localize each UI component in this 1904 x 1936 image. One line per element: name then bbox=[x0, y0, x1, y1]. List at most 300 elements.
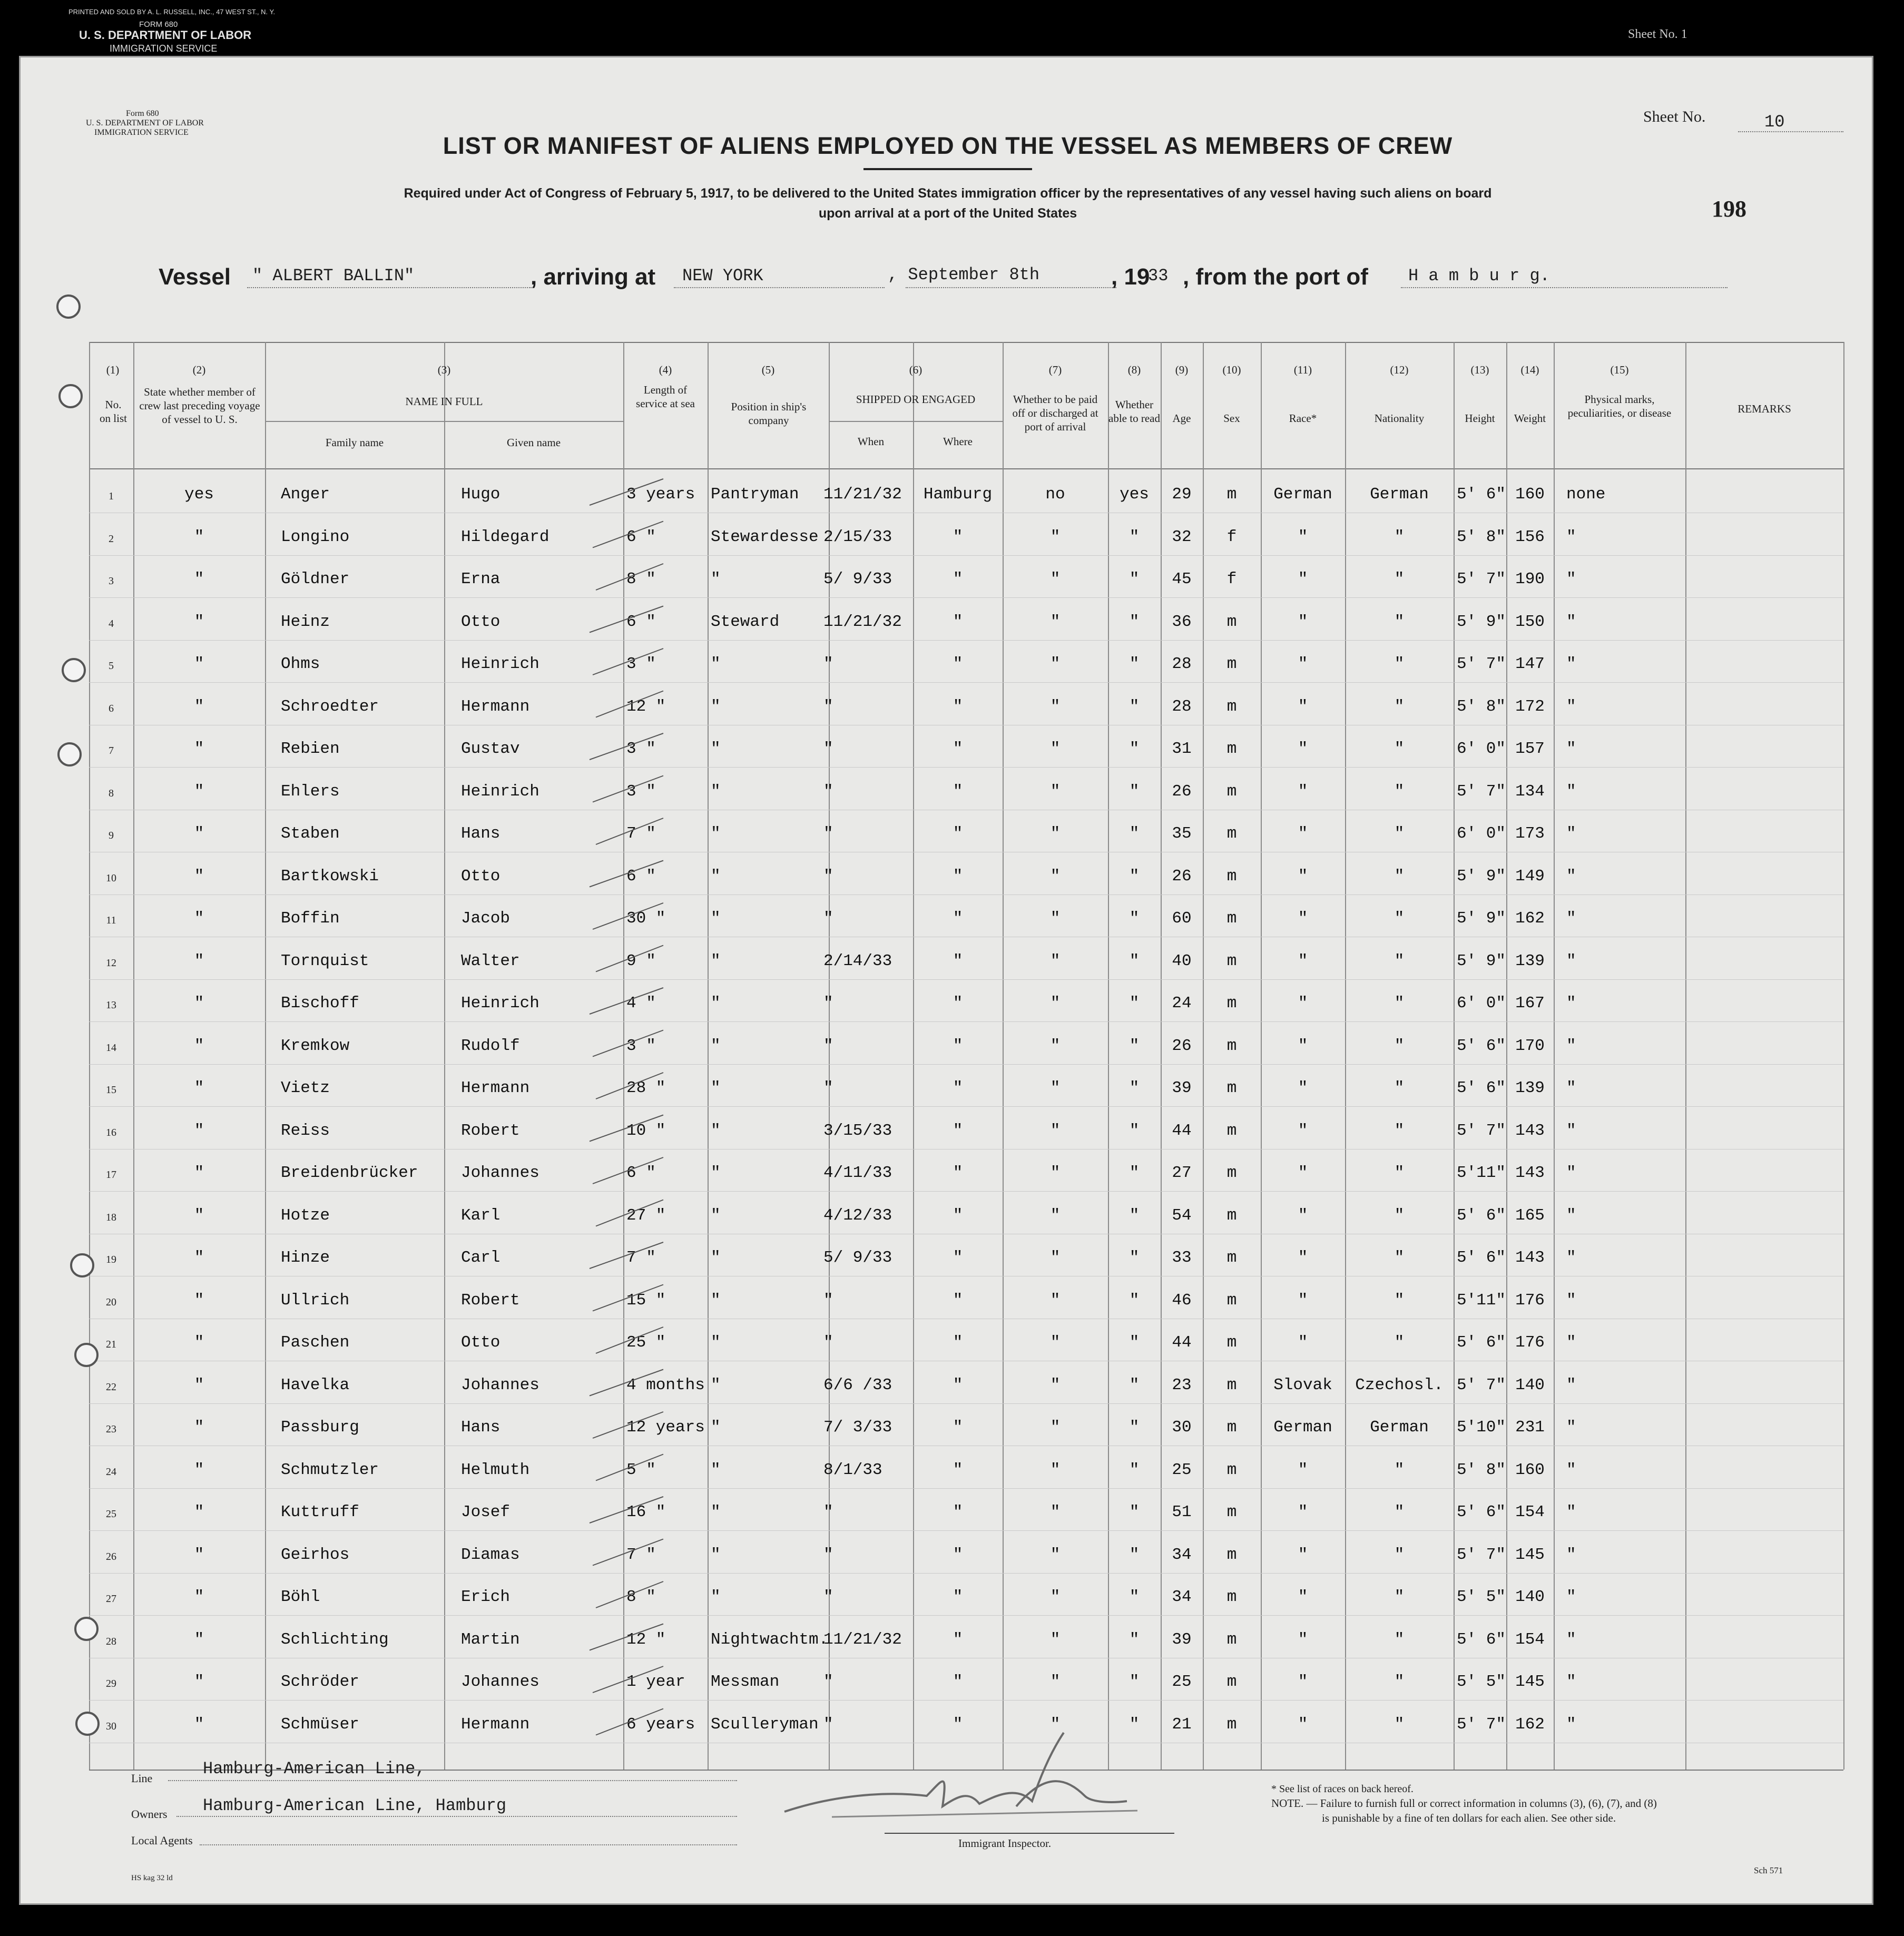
cell-nat: " bbox=[1394, 1630, 1405, 1649]
cell-height: 5' 6" bbox=[1457, 1503, 1506, 1521]
row-rule bbox=[89, 767, 1843, 768]
cell-read: " bbox=[1129, 867, 1140, 886]
cell-where: " bbox=[953, 1121, 963, 1140]
row-number: 19 bbox=[106, 1254, 116, 1265]
cell-sex: m bbox=[1226, 1291, 1237, 1310]
col2-header: State whether member of crew last preceding voyage of vessel to U. S. bbox=[139, 386, 260, 426]
cell-prev: " bbox=[194, 1673, 204, 1691]
cell-read: " bbox=[1129, 1673, 1140, 1691]
cell-height: 5'11" bbox=[1457, 1291, 1506, 1310]
cell-paid: " bbox=[1050, 1588, 1061, 1606]
cell-prev: " bbox=[194, 1588, 204, 1606]
cell-age: 30 bbox=[1172, 1418, 1192, 1437]
cell-position: " bbox=[711, 1206, 721, 1225]
row-number: 26 bbox=[106, 1550, 116, 1562]
cell-sex: m bbox=[1226, 782, 1237, 801]
row-rule bbox=[89, 1106, 1843, 1107]
cell-sex: m bbox=[1226, 1164, 1237, 1182]
cell-marks: " bbox=[1566, 1291, 1576, 1310]
cell-service: 7 " bbox=[626, 1249, 656, 1267]
cell-when: " bbox=[823, 909, 833, 928]
cell-prev: " bbox=[194, 1418, 204, 1437]
cell-prev: " bbox=[194, 824, 204, 843]
punch-hole bbox=[75, 1712, 100, 1736]
cell-read: " bbox=[1129, 824, 1140, 843]
cell-paid: " bbox=[1050, 1036, 1061, 1055]
cell-height: 6' 0" bbox=[1457, 994, 1506, 1013]
cell-given: Hugo bbox=[461, 485, 500, 504]
cell-family: Vietz bbox=[281, 1079, 330, 1097]
cell-prev: " bbox=[194, 1333, 204, 1352]
cell-given: Otto bbox=[461, 1333, 500, 1352]
cell-given: Rudolf bbox=[461, 1036, 520, 1055]
fine-note-2: is punishable by a fine of ten dollars for each alien. See other side. bbox=[1322, 1812, 1616, 1824]
col13-header: Height bbox=[1465, 412, 1495, 425]
cell-height: 5' 7" bbox=[1457, 1545, 1506, 1564]
cell-position: " bbox=[711, 570, 721, 588]
cell-age: 26 bbox=[1172, 782, 1192, 801]
cell-nat: " bbox=[1394, 570, 1405, 588]
cell-service: 8 " bbox=[626, 570, 656, 588]
cell-family: Hotze bbox=[281, 1206, 330, 1225]
row-rule bbox=[89, 1488, 1843, 1489]
cell-weight: 143 bbox=[1515, 1121, 1545, 1140]
col9-number: (9) bbox=[1175, 363, 1189, 376]
bottom-left-code: HS kag 32 ld bbox=[131, 1874, 173, 1882]
cell-given: Josef bbox=[461, 1503, 511, 1521]
cell-position: " bbox=[711, 1291, 721, 1310]
cell-family: Boffin bbox=[281, 909, 340, 928]
cell-marks: " bbox=[1566, 782, 1576, 801]
from-port: H a m b u r g. bbox=[1408, 266, 1550, 286]
cell-service: 28 " bbox=[626, 1079, 666, 1097]
cell-sex: m bbox=[1226, 1333, 1237, 1352]
cell-nat: " bbox=[1394, 1588, 1405, 1606]
col4-header: Length of service at sea bbox=[636, 384, 695, 410]
row-number: 9 bbox=[109, 830, 114, 841]
cell-marks: " bbox=[1566, 740, 1576, 758]
cell-race: " bbox=[1298, 1460, 1308, 1479]
cell-paid: no bbox=[1045, 485, 1065, 504]
col12-header: Nationality bbox=[1374, 412, 1425, 425]
cell-paid: " bbox=[1050, 824, 1061, 843]
cell-paid: " bbox=[1050, 1206, 1061, 1225]
row-number: 29 bbox=[106, 1678, 116, 1689]
cell-age: 32 bbox=[1172, 527, 1192, 546]
cell-family: Geirhos bbox=[281, 1545, 350, 1564]
cell-service: 6 " bbox=[626, 527, 656, 546]
punch-hole bbox=[74, 1617, 99, 1641]
cell-weight: 149 bbox=[1515, 867, 1545, 886]
cell-race: " bbox=[1298, 1673, 1308, 1691]
owners-label: Owners bbox=[131, 1807, 168, 1821]
cell-prev: " bbox=[194, 740, 204, 758]
col14-header: Weight bbox=[1514, 412, 1546, 425]
cell-when: 3/15/33 bbox=[823, 1121, 892, 1140]
form-dept: U. S. DEPARTMENT OF LABOR bbox=[86, 119, 204, 127]
cell-height: 5' 7" bbox=[1457, 570, 1506, 588]
vessel-name: " ALBERT BALLIN" bbox=[252, 266, 415, 286]
cell-given: Walter bbox=[461, 951, 520, 970]
arrival-port: NEW YORK bbox=[682, 266, 763, 286]
col3-header: NAME IN FULL bbox=[405, 395, 483, 408]
signature-line bbox=[885, 1833, 1174, 1834]
cell-nat: " bbox=[1394, 1460, 1405, 1479]
cell-family: Longino bbox=[281, 527, 350, 546]
cell-age: 26 bbox=[1172, 1036, 1192, 1055]
cell-service: 6 " bbox=[626, 867, 656, 886]
races-note: * See list of races on back hereof. bbox=[1271, 1783, 1414, 1795]
cell-sex: m bbox=[1226, 1588, 1237, 1606]
cell-where: " bbox=[953, 994, 963, 1013]
cell-prev: " bbox=[194, 1375, 204, 1394]
row-number: 18 bbox=[106, 1211, 116, 1223]
col13-number: (13) bbox=[1470, 363, 1489, 376]
cell-family: Rebien bbox=[281, 740, 340, 758]
cell-when: " bbox=[823, 824, 833, 843]
col5-header: Position in ship's company bbox=[731, 400, 807, 427]
cell-service: 5 " bbox=[626, 1460, 656, 1479]
cell-race: " bbox=[1298, 951, 1308, 970]
cell-where: " bbox=[953, 782, 963, 801]
column-rule bbox=[89, 342, 90, 1770]
cell-prev: " bbox=[194, 612, 204, 631]
cell-nat: " bbox=[1394, 527, 1405, 546]
cell-marks: " bbox=[1566, 994, 1576, 1013]
fine-note-1: NOTE. — Failure to furnish full or correct information in columns (3), (6), (7), and (8) bbox=[1271, 1797, 1657, 1810]
cell-weight: 170 bbox=[1515, 1036, 1545, 1055]
cell-paid: " bbox=[1050, 697, 1061, 716]
cell-age: 34 bbox=[1172, 1588, 1192, 1606]
form-service: IMMIGRATION SERVICE bbox=[94, 128, 189, 137]
cell-weight: 140 bbox=[1515, 1588, 1545, 1606]
cell-given: Otto bbox=[461, 612, 500, 631]
cell-weight: 176 bbox=[1515, 1333, 1545, 1352]
cell-nat: " bbox=[1394, 909, 1405, 928]
cell-paid: " bbox=[1050, 1375, 1061, 1394]
cell-when: 2/14/33 bbox=[823, 951, 892, 970]
arriving-label: , arriving at bbox=[531, 264, 656, 290]
cell-nat: " bbox=[1394, 867, 1405, 886]
cell-given: Martin bbox=[461, 1630, 520, 1649]
printer-service: IMMIGRATION SERVICE bbox=[110, 43, 218, 54]
cell-age: 36 bbox=[1172, 612, 1192, 631]
punch-hole bbox=[70, 1253, 94, 1277]
cell-when: 7/ 3/33 bbox=[823, 1418, 892, 1437]
cell-family: Bischoff bbox=[281, 994, 359, 1013]
cell-sex: m bbox=[1226, 1249, 1237, 1267]
cell-prev: " bbox=[194, 527, 204, 546]
cell-sex: m bbox=[1226, 951, 1237, 970]
cell-nat: " bbox=[1394, 612, 1405, 631]
manifest-sheet bbox=[19, 56, 1873, 1905]
cell-marks: " bbox=[1566, 1121, 1576, 1140]
row-number: 14 bbox=[106, 1041, 116, 1054]
cell-marks: " bbox=[1566, 824, 1576, 843]
cell-position: " bbox=[711, 697, 721, 716]
cell-paid: " bbox=[1050, 570, 1061, 588]
row-rule bbox=[89, 1573, 1843, 1574]
cell-sex: m bbox=[1226, 1121, 1237, 1140]
cell-nat: German bbox=[1370, 1418, 1429, 1437]
cell-given: Helmuth bbox=[461, 1460, 530, 1479]
cell-weight: 145 bbox=[1515, 1673, 1545, 1691]
cell-weight: 231 bbox=[1515, 1418, 1545, 1437]
row-rule bbox=[89, 555, 1843, 556]
cell-given: Johannes bbox=[461, 1164, 539, 1182]
cell-read: " bbox=[1129, 1079, 1140, 1097]
cell-nat: " bbox=[1394, 782, 1405, 801]
cell-family: Passburg bbox=[281, 1418, 359, 1437]
cell-weight: 157 bbox=[1515, 740, 1545, 758]
cell-position: " bbox=[711, 655, 721, 673]
col1-number: (1) bbox=[106, 363, 120, 376]
cell-nat: " bbox=[1394, 1291, 1405, 1310]
cell-age: 25 bbox=[1172, 1460, 1192, 1479]
cell-read: " bbox=[1129, 1588, 1140, 1606]
printer-dept: U. S. DEPARTMENT OF LABOR bbox=[79, 28, 252, 42]
cell-read: " bbox=[1129, 909, 1140, 928]
cell-where: " bbox=[953, 824, 963, 843]
cell-height: 5' 9" bbox=[1457, 909, 1506, 928]
cell-family: Paschen bbox=[281, 1333, 350, 1352]
sheet-behind: Sheet No. 1 bbox=[1628, 27, 1687, 41]
cell-family: Staben bbox=[281, 824, 340, 843]
cell-read: " bbox=[1129, 1206, 1140, 1225]
cell-height: 6' 0" bbox=[1457, 824, 1506, 843]
cell-race: " bbox=[1298, 1121, 1308, 1140]
cell-age: 28 bbox=[1172, 655, 1192, 673]
cell-height: 5' 6" bbox=[1457, 1036, 1506, 1055]
col11-header: Race* bbox=[1289, 412, 1317, 425]
owners-underline bbox=[176, 1815, 737, 1817]
cell-position: Nightwachtm. bbox=[711, 1630, 829, 1649]
cell-marks: " bbox=[1566, 1079, 1576, 1097]
cell-given: Diamas bbox=[461, 1545, 520, 1564]
cell-age: 60 bbox=[1172, 909, 1192, 928]
cell-weight: 134 bbox=[1515, 782, 1545, 801]
row-number: 17 bbox=[106, 1169, 116, 1181]
cell-race: German bbox=[1273, 1418, 1332, 1437]
cell-where: " bbox=[953, 1079, 963, 1097]
col5-number: (5) bbox=[761, 363, 775, 376]
cell-paid: " bbox=[1050, 527, 1061, 546]
col14-number: (14) bbox=[1520, 363, 1539, 376]
date-underline bbox=[906, 286, 1116, 288]
cell-race: " bbox=[1298, 612, 1308, 631]
cell-height: 5'11" bbox=[1457, 1164, 1506, 1182]
cell-age: 26 bbox=[1172, 867, 1192, 886]
inspector-label: Immigrant Inspector. bbox=[958, 1837, 1052, 1850]
cell-family: Hinze bbox=[281, 1249, 330, 1267]
cell-weight: 167 bbox=[1515, 994, 1545, 1013]
cell-read: " bbox=[1129, 1460, 1140, 1479]
cell-family: Ullrich bbox=[281, 1291, 350, 1310]
cell-race: " bbox=[1298, 1164, 1308, 1182]
cell-when: " bbox=[823, 1545, 833, 1564]
cell-sex: m bbox=[1226, 867, 1237, 886]
cell-read: " bbox=[1129, 1164, 1140, 1182]
agents-label: Local Agents bbox=[131, 1834, 193, 1847]
cell-read: " bbox=[1129, 740, 1140, 758]
col11-number: (11) bbox=[1293, 363, 1312, 376]
cell-family: Böhl bbox=[281, 1588, 320, 1606]
cell-service: 16 " bbox=[626, 1503, 666, 1521]
cell-race: " bbox=[1298, 994, 1308, 1013]
cell-age: 33 bbox=[1172, 1249, 1192, 1267]
cell-where: " bbox=[953, 1164, 963, 1182]
cell-when: " bbox=[823, 867, 833, 886]
arrival-year: 33 bbox=[1148, 266, 1169, 286]
cell-read: yes bbox=[1120, 485, 1149, 504]
cell-given: Carl bbox=[461, 1249, 500, 1267]
cell-prev: " bbox=[194, 1121, 204, 1140]
cell-read: " bbox=[1129, 1545, 1140, 1564]
col7-number: (7) bbox=[1048, 363, 1062, 376]
col1-header: No. on list bbox=[100, 398, 127, 425]
cell-prev: " bbox=[194, 1630, 204, 1649]
row-number: 3 bbox=[109, 575, 114, 587]
row-rule bbox=[89, 979, 1843, 980]
col3-given: Given name bbox=[506, 436, 561, 449]
cell-marks: " bbox=[1566, 1036, 1576, 1055]
cell-given: Johannes bbox=[461, 1375, 539, 1394]
cell-service: 12 " bbox=[626, 1630, 666, 1649]
cell-position: " bbox=[711, 994, 721, 1013]
cell-race: " bbox=[1298, 1206, 1308, 1225]
cell-read: " bbox=[1129, 994, 1140, 1013]
row-number: 30 bbox=[106, 1720, 116, 1732]
row-rule bbox=[89, 1064, 1843, 1065]
cell-prev: " bbox=[194, 1249, 204, 1267]
row-number: 16 bbox=[106, 1126, 116, 1138]
col8-header: Whether able to read bbox=[1108, 398, 1160, 425]
cell-given: Robert bbox=[461, 1291, 520, 1310]
cell-race: " bbox=[1298, 1333, 1308, 1352]
cell-given: Johannes bbox=[461, 1673, 539, 1691]
cell-age: 40 bbox=[1172, 951, 1192, 970]
cell-service: 10 " bbox=[626, 1121, 666, 1140]
cell-position: " bbox=[711, 1036, 721, 1055]
cell-when: " bbox=[823, 1036, 833, 1055]
cell-weight: 190 bbox=[1515, 570, 1545, 588]
cell-service: 3 " bbox=[626, 740, 656, 758]
cell-age: 45 bbox=[1172, 570, 1192, 588]
col15-header: Physical marks, peculiarities, or disease bbox=[1567, 393, 1672, 419]
row-number: 4 bbox=[109, 617, 114, 630]
cell-read: " bbox=[1129, 1715, 1140, 1734]
cell-service: 3 " bbox=[626, 782, 656, 801]
cell-service: 12 years bbox=[626, 1418, 705, 1437]
cell-where: " bbox=[953, 1715, 963, 1734]
cell-position: " bbox=[711, 1375, 721, 1394]
col9-header: Age bbox=[1172, 412, 1191, 425]
cell-marks: " bbox=[1566, 570, 1576, 588]
cell-sex: m bbox=[1226, 612, 1237, 631]
cell-marks: " bbox=[1566, 1545, 1576, 1564]
cell-sex: f bbox=[1226, 527, 1237, 546]
cell-sex: m bbox=[1226, 1503, 1237, 1521]
cell-sex: m bbox=[1226, 994, 1237, 1013]
cell-race: " bbox=[1298, 824, 1308, 843]
cell-given: Hans bbox=[461, 824, 500, 843]
cell-position: " bbox=[711, 1418, 721, 1437]
cell-race: " bbox=[1298, 1079, 1308, 1097]
cell-weight: 147 bbox=[1515, 655, 1545, 673]
cell-position: " bbox=[711, 1460, 721, 1479]
row-number: 11 bbox=[106, 915, 116, 926]
cell-where: " bbox=[953, 1375, 963, 1394]
agents-underline bbox=[200, 1843, 737, 1845]
form-number: Form 680 bbox=[126, 109, 159, 118]
cell-when: " bbox=[823, 697, 833, 716]
cell-read: " bbox=[1129, 527, 1140, 546]
cell-sex: m bbox=[1226, 1079, 1237, 1097]
cell-family: Göldner bbox=[281, 570, 350, 588]
cell-prev: " bbox=[194, 1503, 204, 1521]
cell-where: " bbox=[953, 1418, 963, 1437]
cell-when: 5/ 9/33 bbox=[823, 1249, 892, 1267]
cell-when: " bbox=[823, 994, 833, 1013]
cell-age: 23 bbox=[1172, 1375, 1192, 1394]
punch-hole bbox=[56, 294, 81, 319]
cell-family: Kuttruff bbox=[281, 1503, 359, 1521]
pencil-marks bbox=[558, 458, 695, 1806]
cell-service: 4 months bbox=[626, 1375, 705, 1394]
subheader-rule bbox=[829, 421, 1003, 422]
cell-read: " bbox=[1129, 1375, 1140, 1394]
row-number: 12 bbox=[106, 957, 116, 969]
cell-prev: " bbox=[194, 1206, 204, 1225]
cell-given: Robert bbox=[461, 1121, 520, 1140]
cell-position: " bbox=[711, 1503, 721, 1521]
col6-where: Where bbox=[943, 435, 973, 448]
col15-number: (15) bbox=[1610, 363, 1629, 376]
cell-height: 5' 6" bbox=[1457, 1630, 1506, 1649]
cell-where: " bbox=[953, 1333, 963, 1352]
row-number: 2 bbox=[109, 533, 114, 545]
page-title: LIST OR MANIFEST OF ALIENS EMPLOYED ON THE VESSEL AS MEMBERS OF CREW bbox=[443, 132, 1453, 159]
cell-paid: " bbox=[1050, 1673, 1061, 1691]
subtitle-line1: Required under Act of Congress of February 5, 1917, to be delivered to the United States immigration officer by the representatives of any vessel having such aliens on board bbox=[404, 186, 1492, 201]
row-rule bbox=[89, 1530, 1843, 1531]
cell-position: " bbox=[711, 867, 721, 886]
cell-position: " bbox=[711, 951, 721, 970]
cell-family: Ehlers bbox=[281, 782, 340, 801]
cell-position: Sculleryman bbox=[711, 1715, 819, 1734]
cell-service: 7 " bbox=[626, 1545, 656, 1564]
cell-paid: " bbox=[1050, 782, 1061, 801]
cell-where: " bbox=[953, 909, 963, 928]
cell-marks: " bbox=[1566, 1630, 1576, 1649]
cell-height: 5' 7" bbox=[1457, 655, 1506, 673]
cell-weight: 173 bbox=[1515, 824, 1545, 843]
row-rule bbox=[89, 640, 1843, 641]
bottom-right-code: Sch 571 bbox=[1754, 1865, 1783, 1875]
cell-height: 5' 9" bbox=[1457, 951, 1506, 970]
cell-marks: " bbox=[1566, 1460, 1576, 1479]
col2-number: (2) bbox=[192, 363, 206, 376]
cell-prev: yes bbox=[184, 485, 214, 504]
cell-position: " bbox=[711, 1079, 721, 1097]
cell-service: 7 " bbox=[626, 824, 656, 843]
cell-when: " bbox=[823, 1079, 833, 1097]
cell-nat: " bbox=[1394, 697, 1405, 716]
cell-position: " bbox=[711, 1121, 721, 1140]
cell-where: " bbox=[953, 612, 963, 631]
cell-where: " bbox=[953, 1630, 963, 1649]
cell-weight: 165 bbox=[1515, 1206, 1545, 1225]
